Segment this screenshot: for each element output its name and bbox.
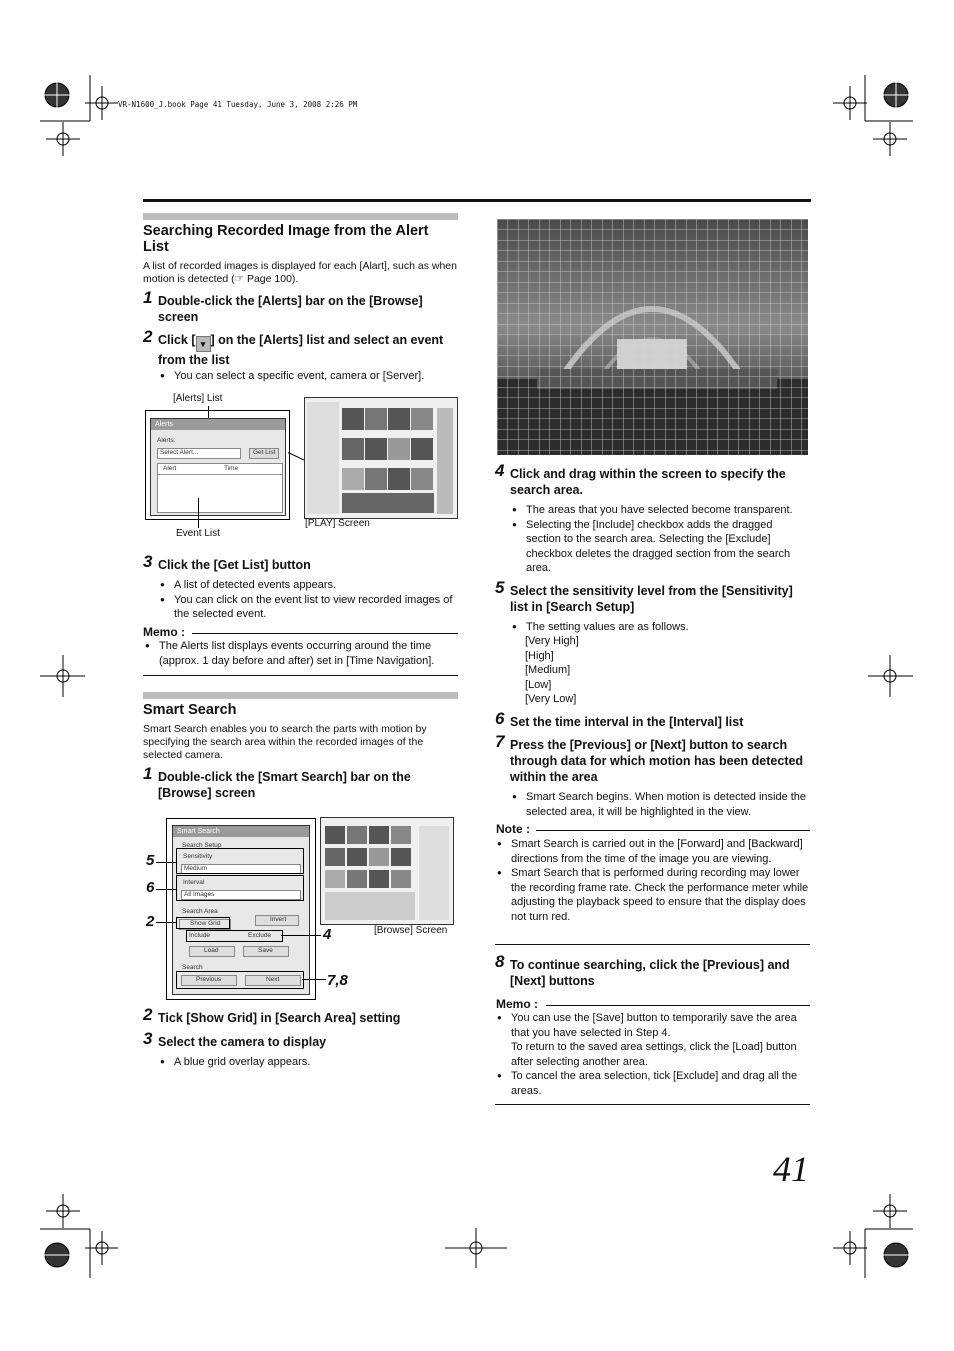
memo-item: ● The Alerts list displays events occurring around the time (approx. 1 day before and after) set in [Time Navigation]. (145, 639, 455, 668)
file-info-header: VR-N1600_J.book Page 41 Tuesday, June 3, 2008 2:26 PM (118, 100, 358, 109)
video-tile (325, 870, 345, 888)
callout-line (156, 862, 176, 863)
step-text-part: ] on the [Alerts] list and select an event from the list (158, 333, 444, 367)
video-tile (325, 826, 345, 844)
video-tile (347, 826, 367, 844)
video-tile (342, 438, 364, 460)
callout-label: [Browse] Screen (374, 925, 448, 936)
checkbox-label: Show Grid (190, 920, 221, 927)
step-text: To continue searching, click the [Previous] and [Next] buttons (510, 958, 790, 988)
select-value: All Images (184, 891, 215, 898)
section-title-smart-search: Smart Search (143, 702, 237, 718)
column-header: Alert (163, 465, 177, 472)
callout-label: [PLAY] Screen (305, 518, 370, 529)
callout-number: 7,8 (327, 972, 348, 989)
setting-value: [High] (525, 649, 554, 662)
note-item: ● Smart Search is carried out in the [Forward] and [Backward] directions from the time of the image you are viewing. (497, 837, 809, 866)
select-value: Medium (184, 865, 208, 872)
step-text: Press the [Previous] or [Next] button to search through data for which motion has been detected within the area (510, 738, 804, 784)
video-tile (388, 438, 410, 460)
button-label: Invert (270, 916, 287, 923)
step-text: Click the [Get List] button (158, 558, 311, 572)
highlight-box (176, 848, 304, 874)
memo-end-rule (143, 675, 458, 676)
bullet-list (160, 1055, 455, 1070)
include-option[interactable]: Include (189, 932, 210, 939)
memo-end-rule (495, 1104, 810, 1105)
setting-value: [Medium] (525, 664, 571, 676)
bullet-item: ● The areas that you have selected become transparent. (512, 503, 810, 518)
video-tile (369, 826, 389, 844)
button-label: Get List (253, 449, 276, 456)
note-label: Note : (496, 822, 530, 836)
column-header: Time (224, 465, 239, 472)
step-text: Select the sensitivity level from the [Sensitivity] list in [Search Setup] (510, 584, 793, 614)
button-label: Next (266, 976, 280, 983)
step-number: 5 (495, 578, 505, 597)
bullet-item: ● You can select a specific event, camera or [Server]. (160, 369, 455, 384)
video-tile (388, 408, 410, 430)
camera-grid-photo (497, 219, 808, 455)
memo-list (497, 1011, 810, 1098)
bullet-list (512, 790, 810, 819)
divider (158, 474, 282, 475)
note-rule (536, 830, 810, 831)
video-tile (365, 438, 387, 460)
step-number: 6 (495, 709, 505, 728)
memo-rule (546, 1005, 810, 1006)
step-text (158, 332, 458, 368)
video-tile (342, 468, 364, 490)
bullet-item: ● A list of detected events appears. (160, 578, 458, 593)
memo-list (145, 639, 455, 668)
video-tile (325, 848, 345, 866)
video-tile (369, 848, 389, 866)
field-label: Interval (183, 879, 205, 886)
section-bar (143, 692, 458, 699)
bullet-item: ● You can click on the event list to view recorded images of the selected event. (160, 593, 458, 622)
top-rule (143, 199, 811, 202)
invert-button[interactable] (255, 915, 299, 926)
step-number: 1 (143, 288, 153, 307)
play-screen-thumbnail (304, 397, 458, 519)
button-label: Previous (196, 976, 222, 983)
note-item: ● Smart Search that is performed during recording may lower the recording frame rate. Check the performance meter while adjusting the playback speed to ensure that the display does not turn red. (497, 866, 809, 924)
setting-value: [Very High] (525, 635, 579, 647)
bullet-list (512, 503, 810, 576)
get-list-button[interactable] (249, 448, 279, 459)
sidebar-panel (307, 402, 339, 514)
browse-screen-thumbnail (320, 817, 454, 925)
memo-label: Memo : (496, 997, 538, 1011)
highlight-box (176, 917, 230, 929)
step-text: Double-click the [Alerts] bar on the [Browse] screen (158, 294, 423, 324)
section-title-alert-list: Searching Recorded Image from the Alert List (143, 223, 429, 255)
video-tile (411, 438, 433, 460)
video-tile (342, 408, 364, 430)
bullet-item: ● Smart Search begins. When motion is detected inside the selected area, it will be highlighted in the view. (512, 790, 810, 819)
photo-svg (497, 219, 808, 455)
setting-value: [Very Low] (525, 693, 577, 705)
step-number: 8 (495, 952, 505, 971)
setting-values (525, 634, 579, 707)
bullet-list (160, 369, 455, 384)
step-number: 2 (143, 1005, 153, 1024)
button-label: Save (258, 947, 273, 954)
dropdown-arrow-icon: ▾ (196, 336, 211, 352)
step-number: 2 (143, 327, 153, 346)
bullet-list (512, 620, 810, 635)
group-label: Search Setup (182, 842, 222, 849)
memo-item: ● To cancel the area selection, tick [Exclude] and drag all the areas. (497, 1069, 810, 1098)
video-tile (388, 468, 410, 490)
highlight-box (176, 875, 304, 901)
section-bar (143, 213, 458, 220)
window-title: Alerts (151, 419, 285, 430)
note-list (497, 837, 809, 924)
side-panel (419, 826, 449, 920)
step-number: 4 (495, 461, 505, 480)
step-text: Tick [Show Grid] in [Search Area] setting (158, 1011, 401, 1025)
group-label: Search Area (182, 908, 218, 915)
window-title: Smart Search (173, 826, 309, 837)
highlight-box (186, 930, 283, 942)
video-tile (347, 870, 367, 888)
timeline-panel (437, 408, 453, 514)
video-tile (391, 870, 411, 888)
bullet-item: ● The setting values are as follows. (512, 620, 810, 635)
video-tile (347, 848, 367, 866)
section-intro: Smart Search enables you to search the parts with motion by specifying the search area within the recorded images of the selected camera. (143, 723, 427, 761)
callout-line (156, 922, 176, 923)
section-intro: A list of recorded images is displayed for each [Alart], such as when motion is detected (☞ Page 100). (143, 260, 457, 285)
callout-number: 4 (323, 926, 332, 943)
alerts-window (150, 418, 286, 516)
video-tile (391, 848, 411, 866)
video-tile (391, 826, 411, 844)
callout-label: Event List (176, 528, 220, 539)
step-number: 3 (143, 552, 153, 571)
callout-number: 5 (146, 852, 155, 869)
step-number: 3 (143, 1029, 153, 1048)
event-list[interactable] (157, 463, 283, 513)
bullet-list (160, 578, 458, 622)
video-tile (342, 493, 434, 513)
callout-line (156, 889, 176, 890)
button-label: Load (204, 947, 219, 954)
step-text-part: Click [ (158, 333, 196, 347)
bullet-item: ● Selecting the [Include] checkbox adds the dragged section to the search area. Selecting the [Exclude] checkbox deletes the dragged section from the search area. (512, 518, 810, 576)
alert-select[interactable] (157, 448, 241, 459)
callout-label: [Alerts] List (173, 393, 223, 404)
note-end-rule (495, 944, 810, 945)
video-tile (365, 468, 387, 490)
exclude-option[interactable]: Exclude (248, 932, 272, 939)
memo-item: ● You can use the [Save] button to temporarily save the area that you have selected in Step 4. To return to the saved area settings, click the [Load] button after selecting another area. (497, 1011, 810, 1069)
callout-line (198, 498, 199, 528)
save-button[interactable] (243, 946, 289, 957)
step-number: 7 (495, 732, 505, 751)
step-text: Double-click the [Smart Search] bar on the [Browse] screen (158, 770, 411, 800)
video-tile (411, 468, 433, 490)
step-text: Select the camera to display (158, 1035, 327, 1049)
video-tile (411, 408, 433, 430)
video-tile (369, 870, 389, 888)
setting-value: [Low] (525, 678, 552, 691)
callout-number: 6 (146, 879, 155, 896)
load-button[interactable] (189, 946, 235, 957)
alerts-label: Alerts: (157, 437, 176, 444)
highlight-box (176, 971, 304, 989)
page-number: 41 (773, 1149, 809, 1189)
bullet-item: ● A blue grid overlay appears. (160, 1055, 455, 1070)
callout-number: 2 (146, 913, 155, 930)
memo-label: Memo : (143, 625, 185, 639)
select-placeholder: Select Alert... (160, 449, 199, 456)
step-text: Set the time interval in the [Interval] list (510, 715, 744, 729)
video-tile (365, 408, 387, 430)
step-text: Click and drag within the screen to specify the search area. (510, 467, 786, 497)
panel (325, 892, 415, 920)
group-label: Search (182, 964, 203, 971)
callout-line (302, 979, 326, 980)
field-label: Sensitivity (183, 853, 213, 860)
memo-rule (192, 633, 458, 634)
step-number: 1 (143, 764, 153, 783)
callout-line (281, 935, 321, 936)
